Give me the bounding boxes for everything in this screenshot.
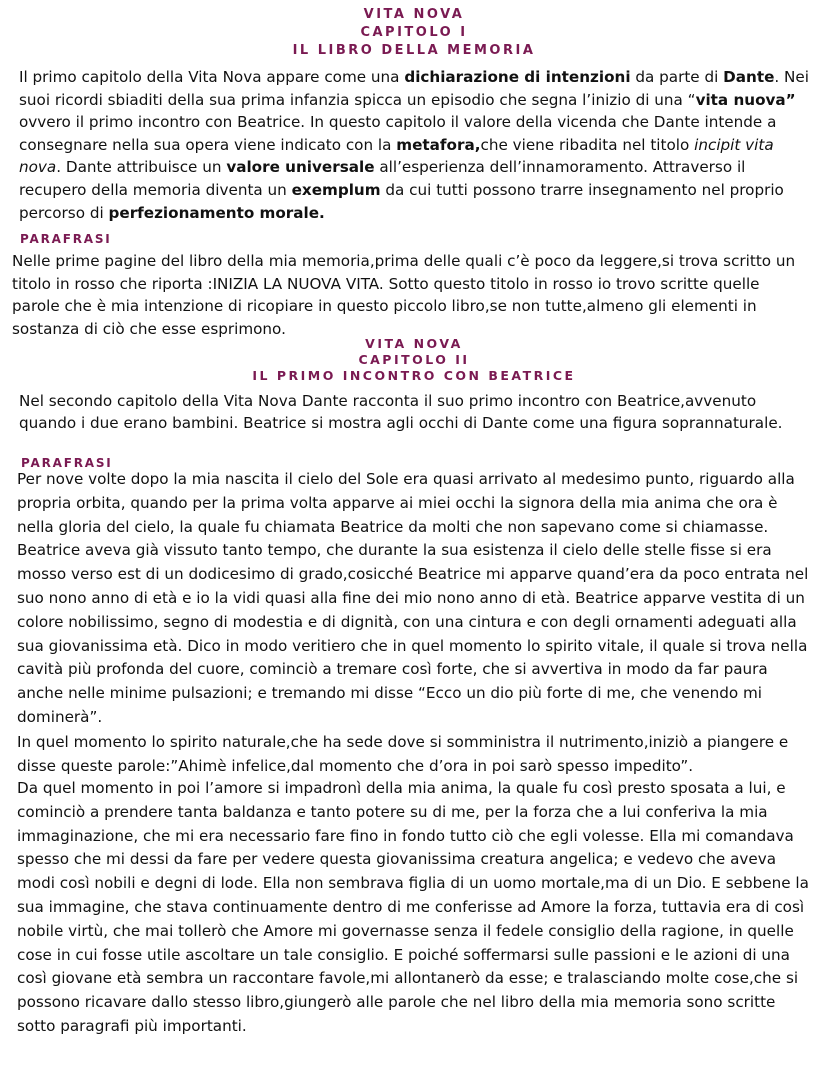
chapter1-chapter-number: CAPITOLO I — [360, 25, 468, 40]
chapter2-chapter-title: IL PRIMO INCONTRO CON BEATRICE — [252, 368, 576, 383]
chapter1-work-title: VITA NOVA — [363, 7, 465, 22]
chapter2-work-title: VITA NOVA — [365, 336, 463, 351]
chapter2-paraphrase-paragraph-2: In quel momento lo spirito naturale,che ha sede dove si somministra il nutrimento,iniziò a piangere e disse queste parole:”Ahimè infelice,dal momento che d’ora in poi sarò spesso impedito”. — [17, 733, 789, 775]
chapter2-intro: Nel secondo capitolo della Vita Nova Dante racconta il suo primo incontro con Beatrice,avvenuto quando i due erano bambini. Beatrice si mostra agli occhi di Dante come una figura soprannaturale. — [19, 392, 783, 432]
chapter2-paraphrase-paragraph-1: Per nove volte dopo la mia nascita il cielo del Sole era quasi arrivato al medesimo punto, riguardo alla propria orbita, quando per la prima volta apparve ai miei occhi la signora della mia anima che ora è nella gloria del cielo, la quale fu chiamata Beatrice da molti che non sapevano come si chiamasse. Beatrice aveva già vissuto tanto tempo, che durante la sua esistenza il cielo delle stelle fisse si era mosso verso est di un dodicesimo di grado,cosicché Beatrice mi apparve quand’era da poco entrata nel suo nono anno di età e io la vidi quasi alla fine dei mio nono anno di età. Beatrice apparve vestita di un colore nobilissimo, segno di modestia e di dignità, con una cintura e con degli ornamenti adeguati alla sua giovanissima età. Dico in modo veritiero che in quel momento lo spirito vitale, il quale si trova nella cavità più profonda del cuore, cominciò a tremare così forte, che si avvertiva in modo da far paura anche nelle minime pulsazioni; e tremando mi disse “Ecco un dio più forte di me, che venendo mi dominerà”. — [17, 470, 809, 726]
chapter1-intro: Il primo capitolo della Vita Nova appare come una dichiarazione di intenzioni da parte di Dante. Nei suoi ricordi sbiaditi della sua prima infanzia spicca un episodio che segna l’inizio di una “vita nuova” ovvero il primo incontro con Beatrice. In questo capitolo il valore della vicenda che Dante intende a consegnare nella sua opera viene indicato con la metafora,che viene ribadita nel titolo incipit vita nova. Dante attribuisce un valore universale all’esperienza dell’innamoramento. Attraverso il recupero della memoria diventa un exemplum da cui tutti possono trarre insegnamento nel proprio percorso di perfezionamento morale. — [19, 68, 809, 222]
chapter1-heading — [0, 6, 828, 60]
chapter2-chapter-number: CAPITOLO II — [358, 352, 470, 367]
chapter2-paraphrase-label: PARAFRASI — [21, 456, 113, 470]
chapter1-paraphrase-label: PARAFRASI — [20, 232, 112, 246]
chapter2-heading — [0, 336, 828, 384]
chapter2-paraphrase-paragraph-3: Da quel momento in poi l’amore si impadronì della mia anima, la quale fu così presto sposata a lui, e cominciò a prendere tanta baldanza e tanto potere su di me, per la forza che a lui conferiva la mia immaginazione, che mi era necessario fare fino in fondo tutto ciò che egli volesse. Ella mi comandava spesso che mi dessi da fare per vedere questa giovanissima creatura angelica; e vedevo che aveva modi così nobili e degni di lode. Ella non sembrava figlia di un uomo mortale,ma di un Dio. E sebbene la sua immagine, che stava continuamente dentro di me conferisse ad Amore la forza, tuttavia era di così nobile virtù, che mai tollerò che Amore mi governasse senza il fedele consiglio della ragione, in quelle cose in cui fosse utile ascoltare un tale consiglio. E poiché soffermarsi sulle passioni e le azioni di una così giovane età sembra un raccontare favole,mi allontanerò da esse; e tralasciando molte cose,che si possono ricavare dallo stesso libro,giungerò alle parole che nel libro della mia memoria sono scritte sotto paragrafi più importanti. — [17, 779, 809, 1035]
chapter1-paraphrase: Nelle prime pagine del libro della mia memoria,prima delle quali c’è poco da leggere,si trova scritto un titolo in rosso che riporta :INIZIA LA NUOVA VITA. Sotto questo titolo in rosso io trovo scritte quelle parole che è mia intenzione di ricopiare in questo piccolo libro,se non tutte,almeno gli elementi in sostanza di ciò che esse esprimono. — [12, 252, 796, 338]
chapter1-chapter-title: IL LIBRO DELLA MEMORIA — [292, 43, 536, 58]
